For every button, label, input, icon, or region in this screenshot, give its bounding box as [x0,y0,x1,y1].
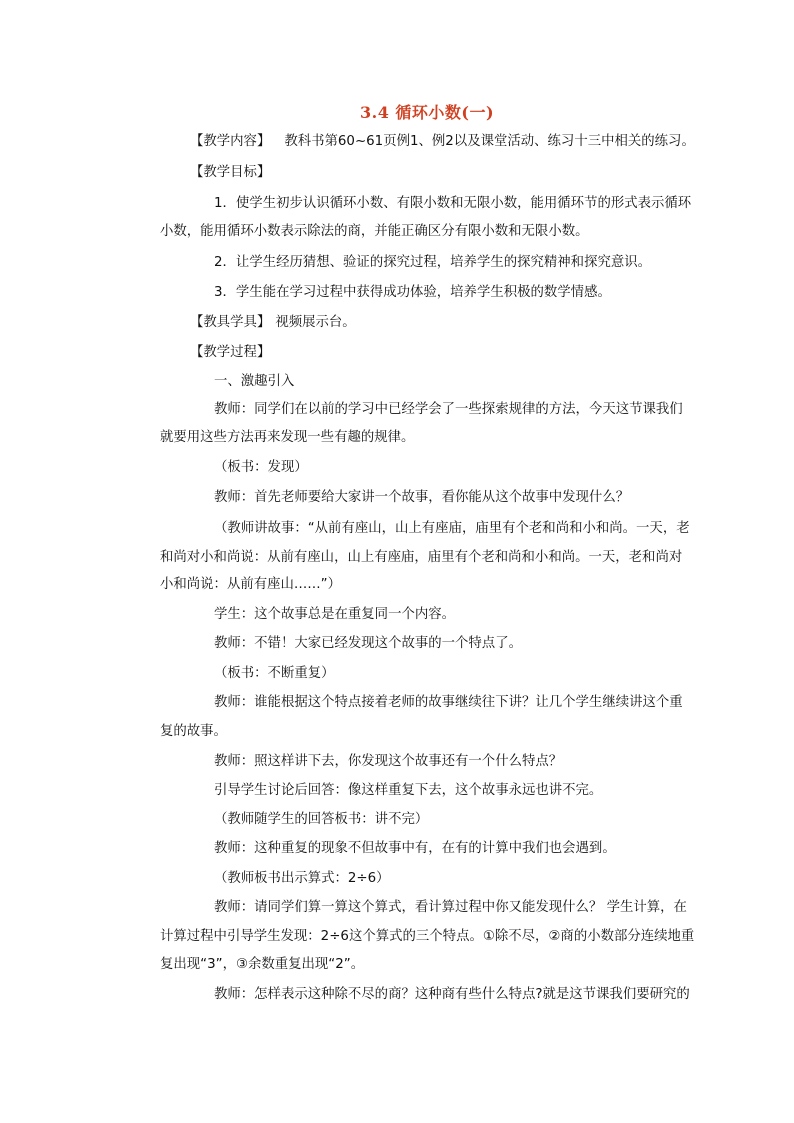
paragraph: 教师：请同学们算一算这个算式，看计算过程中你又能发现什么？ 学生计算，在 [214,900,687,915]
paragraph: 复的故事。 [160,724,227,739]
paragraph: 教师：这种重复的现象不但故事中有，在有的计算中我们也会遇到。 [214,841,616,856]
process-label: 【教学过程】 [190,345,271,360]
goal-1-line-b: 小数，能用循环小数表示除法的商，并能正确区分有限小数和无限小数。 [160,224,589,239]
paragraph: 复出现“3”，③余数重复出现“2”。 [160,957,365,972]
paragraph: （板书：不断重复） [214,666,335,681]
teaching-goal-label: 【教学目标】 [190,165,271,180]
paragraph: 教师：同学们在以前的学习中已经学会了一些探索规律的方法，今天这节课我们 [214,402,683,417]
goal-2: 2．让学生经历猜想、验证的探究过程，培养学生的探究精神和探究意识。 [214,255,652,270]
paragraph: （板书：发现） [214,460,308,475]
paragraph: 计算过程中引导学生发现：2÷6这个算式的三个特点。①除不尽，②商的小数部分连续地重 [160,929,695,944]
paragraph: （教师随学生的回答板书：讲不完） [214,812,429,827]
paragraph: 教师：照这样讲下去，你发现这个故事还有一个什么特点？ [214,754,563,769]
tools-line [190,313,356,333]
paragraph: 就要用这些方法再来发现一些有趣的规律。 [160,430,415,445]
teaching-content-line [190,132,695,152]
paragraph: 引导学生讨论后回答：像这样重复下去，这个故事永远也讲不完。 [214,783,603,798]
paragraph: 教师：谁能根据这个特点接着老师的故事继续往下讲？让几个学生继续讲这个重 [214,695,683,710]
paragraph: 教师：怎样表示这种除不尽的商？这种商有些什么特点?就是这节课我们要研究的 [214,987,690,1002]
goal-3: 3．学生能在学习过程中获得成功体验，培养学生积极的数学情感。 [214,285,611,300]
paragraph: 和尚对小和尚说：从前有座山，山上有座庙，庙里有个老和尚和小和尚。一天，老和尚对 [160,550,683,565]
paragraph: 小和尚说：从前有座山……”） [160,577,342,592]
paragraph: 学生：这个故事总是在重复同一个内容。 [214,607,456,622]
goal-1-line-a: 1．使学生初步认识循环小数、有限小数和无限小数，能用循环节的形式表示循环 [214,196,692,211]
teaching-content-label: 【教学内容】 [190,134,271,149]
tools-text: 视频展示台。 [275,315,356,330]
teaching-content-text: 教科书第60~61页例1、例2以及课堂活动、练习十三中相关的练习。 [284,134,695,149]
paragraph: 教师：不错！大家已经发现这个故事的一个特点了。 [214,636,522,651]
paragraph: （教师讲故事：“从前有座山，山上有座庙，庙里有个老和尚和小和尚。一天，老 [214,521,690,536]
page-title: 3.4 循环小数(一) [360,103,495,122]
section-heading: 一、激趣引入 [214,374,295,389]
paragraph: （教师板书出示算式：2÷6） [214,871,390,886]
tools-label: 【教具学具】 [190,315,271,330]
paragraph: 教师：首先老师要给大家讲一个故事，看你能从这个故事中发现什么？ [214,490,630,505]
